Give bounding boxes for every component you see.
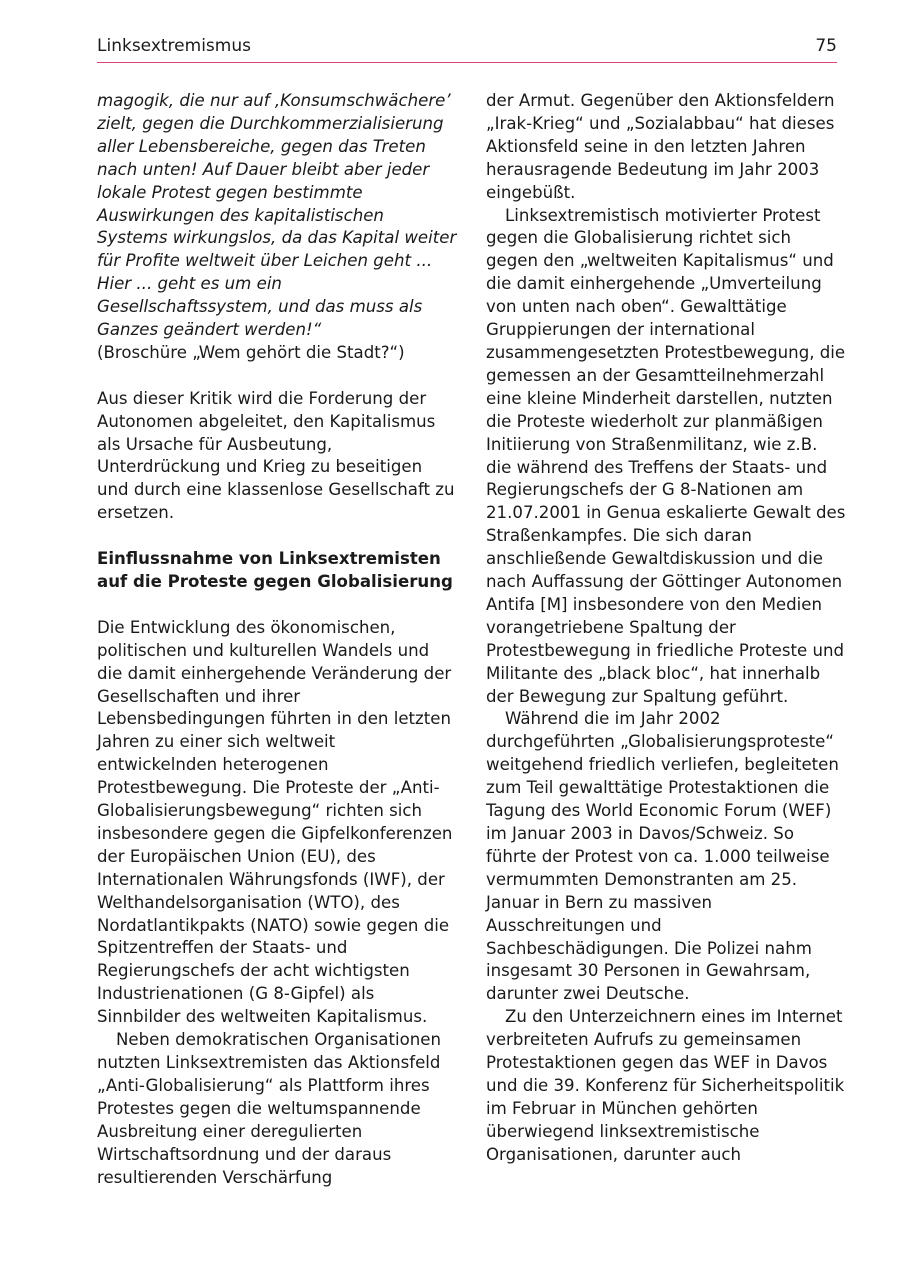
quote-source: (Broschüre „Wem gehört die Stadt?“) (97, 342, 405, 362)
page-header (97, 34, 837, 63)
paragraph: der Armut. Gegenüber den Aktionsfeldern „Irak-Krieg“ und „Sozialabbau“ hat dieses Aktionsfeld seine in den letzten Jahren herausragende Bedeutung im Jahr 2003 eingebüßt. (486, 91, 835, 202)
left-column (97, 90, 457, 1189)
right-column (486, 90, 846, 1167)
paragraph: Zu den Unterzeichnern eines im Internet verbreiteten Aufrufs zu gemeinsamen Protestaktionen gegen das WEF in Davos und die 39. Konferenz für Sicherheitspolitik im Februar in München gehörten überwiegend linksextremistische Organisationen, darunter auch (486, 1007, 845, 1164)
paragraph: Neben demokratischen Organisationen nutzten Linksextremisten das Aktionsfeld „Anti-Globalisierung“ als Plattform ihres Protestes gegen die weltumspannende Ausbreitung einer deregulierten Wirtschaftsordnung und der daraus resultierenden Verschärfung (97, 1030, 441, 1187)
paragraph: Während die im Jahr 2002 durchgeführten „Globalisierungsproteste“ weitgehend friedlich verliefen, begleiteten zum Teil gewalttätige Protestaktionen die Tagung des World Economic Forum (WEF) im Januar 2003 in Davos/Schweiz. So führte der Protest von ca. 1.000 teilweise vermummten Demonstranten am 25. Januar in Bern zu massiven Ausschreitungen und Sachbeschädigungen. Die Polizei nahm insgesamt 30 Personen in Gewahrsam, darunter zwei Deutsche. (486, 709, 839, 1004)
paragraph: Aus dieser Kritik wird die Forderung der Autonomen abgeleitet, den Kapitalismus als Ursache für Ausbeutung, Unterdrückung und Krieg zu beseitigen und durch eine klassenlose Gesellschaft zu ersetzen. (97, 388, 455, 523)
paragraph: Linksextremistisch motivierter Protest gegen die Globalisierung richtet sich gegen den „weltweiten Kapitalismus“ und die damit einhergehende „Umverteilung von unten nach oben“. Gewalttätige Gruppierungen der international zusammengesetzten Protestbewegung, die gemessen an der Gesamtteilnehmerzahl eine kleine Minderheit darstellen, nutzten die Proteste wiederholt zur planmäßigen Initiierung von Straßenmilitanz, wie z.B. die während des Treffens der Staats- und Regierungschefs der G 8-Nationen am 21.07.2001 in Genua eskalierte Gewalt des Straßenkampfes. Die sich daran anschließende Gewaltdiskussion und die nach Auffassung der Göttinger Autonomen Antifa [M] insbesondere von den Medien vorangetriebene Spaltung der Protestbewegung in friedliche Proteste und Militante des „black bloc“, hat innerhalb der Bewegung zur Spaltung geführt. (486, 205, 846, 706)
paragraph: Die Entwicklung des ökonomischen, politischen und kulturellen Wandels und die damit einhergehende Veränderung der Gesellschaften und ihrer Lebensbedingungen führten in den letzten Jahren zu einer sich weltweit entwickelnden heterogenen Protestbewegung. Die Proteste der „Anti-Globalisierungsbewegung“ richten sich insbesondere gegen die Gipfelkonferenzen der Europäischen Union (EU), des Internationalen Währungsfonds (IWF), der Welthandelsorganisation (WTO), des Nordatlantikpakts (NATO) sowie gegen die Spitzentreffen der Staats- und Regierungschefs der acht wichtigsten Industrienationen (G 8-Gipfel) als Sinnbilder des weltweiten Kapitalismus. (97, 617, 453, 1027)
quote-text: magogik, die nur auf ‚Konsumschwächere’ zielt, gegen die Durchkommerzialisierung aller Lebensbereiche, gegen das Treten nach unten! Auf Dauer bleibt aber jeder lokale Protest gegen bestimmte Auswirkungen des kapitalistischen Systems wirkungslos, da das Kapital weiter für Profite weltweit über Leichen geht ... Hier ... geht es um ein Gesellschaftssystem, und das muss als Ganzes geändert werden!“ (97, 91, 457, 340)
page-number: 75 (815, 36, 837, 56)
section-heading: Einflussnahme von Linksextremisten auf die Proteste gegen Globalisierung (97, 549, 453, 591)
running-title: Linksextremismus (97, 36, 251, 56)
